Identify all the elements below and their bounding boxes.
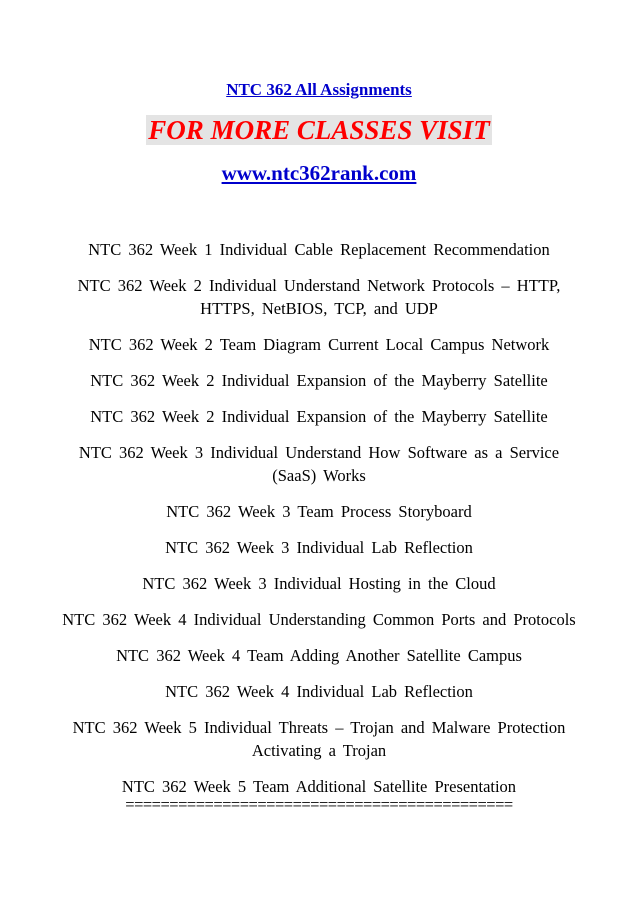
- assignment-item: NTC 362 Week 4 Individual Understanding Common Ports and Protocols: [62, 610, 576, 629]
- document-title: [0, 80, 638, 100]
- assignment-item: NTC 362 Week 3 Individual Understand How Software as a Service (SaaS) Works: [78, 443, 560, 485]
- assignment-item: NTC 362 Week 4 Individual Lab Reflection: [165, 682, 473, 701]
- assignment-item: NTC 362 Week 5 Individual Threats – Trojan and Malware Protection Activating a Trojan: [72, 718, 566, 760]
- assignment-list: [60, 238, 578, 811]
- site-url: [0, 160, 638, 186]
- assignment-item: NTC 362 Week 2 Individual Expansion of the Mayberry Satellite: [90, 407, 548, 426]
- title-link[interactable]: NTC 362 All Assignments: [226, 80, 412, 99]
- visit-text: FOR MORE CLASSES VISIT: [148, 115, 490, 145]
- assignment-item: NTC 362 Week 3 Individual Hosting in the Cloud: [142, 574, 496, 593]
- assignment-item: NTC 362 Week 3 Individual Lab Reflection: [165, 538, 473, 557]
- assignment-item: NTC 362 Week 2 Team Diagram Current Local Campus Network: [88, 335, 550, 354]
- assignment-item: NTC 362 Week 4 Team Adding Another Satellite Campus: [116, 646, 522, 665]
- visit-banner: [0, 113, 638, 147]
- divider-line: ============================================: [125, 795, 513, 814]
- assignment-item: NTC 362 Week 3 Team Process Storyboard: [166, 502, 472, 521]
- assignment-item: NTC 362 Week 2 Individual Understand Network Protocols – HTTP, HTTPS, NetBIOS, TCP, and UDP: [77, 276, 561, 318]
- site-url-link[interactable]: www.ntc362rank.com: [221, 161, 417, 185]
- assignment-item: NTC 362 Week 5 Team Additional Satellite Presentation: [121, 777, 517, 796]
- assignment-item: NTC 362 Week 2 Individual Expansion of the Mayberry Satellite: [90, 371, 548, 390]
- assignment-item: NTC 362 Week 1 Individual Cable Replacement Recommendation: [88, 240, 550, 259]
